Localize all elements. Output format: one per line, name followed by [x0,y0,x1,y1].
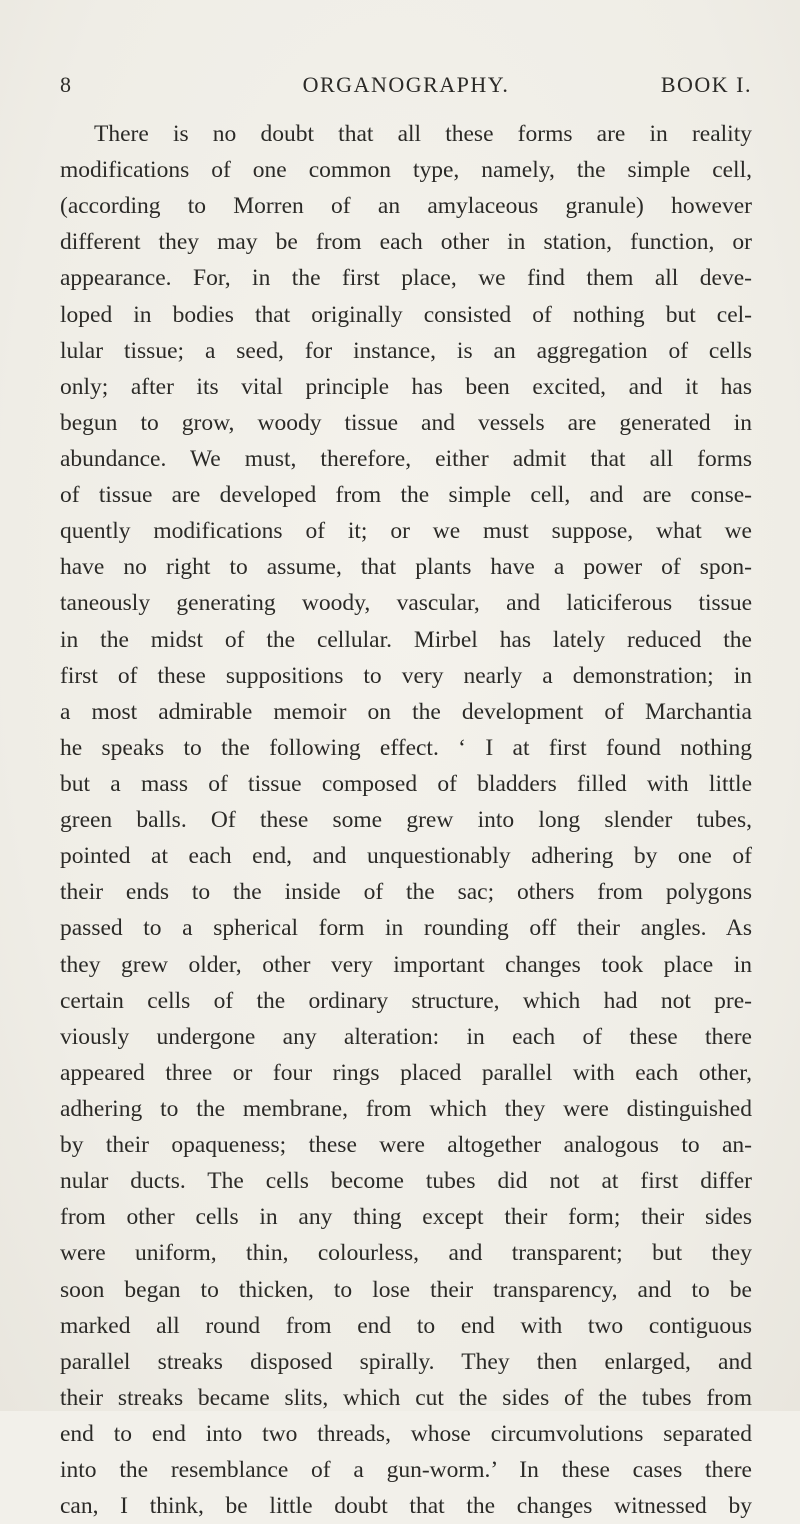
text-line: their streaks became slits, which cut the sides of the tubes from [60,1384,752,1411]
text-line: he speaks to the following effect. ‘ I at first found nothing [60,734,752,761]
text-line: adhering to the membrane, from which they were distinguished [60,1095,752,1122]
text-line: in the midst of the cellular. Mirbel has lately reduced the [60,626,752,653]
text-line: taneously generating woody, vascular, and laticiferous tissue [60,590,752,617]
text-line: from other cells in any thing except their form; their sides [60,1204,752,1231]
text-line: were uniform, thin, colourless, and transparent; but they [60,1240,752,1267]
text-line: can, I think, be little doubt that the changes witnessed by [60,1493,752,1520]
text-line: nular ducts. The cells become tubes did not at first differ [60,1168,752,1195]
text-line: soon began to thicken, to lose their transparency, and to be [60,1276,752,1303]
text-line: passed to a spherical form in rounding off their angles. As [60,915,752,942]
text-line: pointed at each end, and unquestionably adhering by one of [60,843,752,870]
text-line: have no right to assume, that plants have a power of spon- [60,554,752,581]
text-line: quently modifications of it; or we must suppose, what we [60,518,752,545]
text-line: marked all round from end to end with two contiguous [60,1312,752,1339]
text-line: by their opaqueness; these were altogether analogous to an- [60,1132,752,1159]
text-line: (according to Morren of an amylaceous granule) however [60,193,752,220]
book-label: BOOK I. [660,72,752,97]
body-text [60,116,752,1524]
text-line: lular tissue; a seed, for instance, is an aggregation of cells [60,337,752,364]
text-line: appearance. For, in the first place, we find them all deve- [60,265,752,292]
text-line: begun to grow, woody tissue and vessels are generated in [60,409,752,436]
text-line: abundance. We must, therefore, either admit that all forms [60,445,752,472]
text-line: certain cells of the ordinary structure, which had not pre- [60,987,752,1014]
text-line: green balls. Of these some grew into long slender tubes, [60,807,752,834]
text-line: viously undergone any alteration: in each of these there [60,1023,752,1050]
text-line: they grew older, other very important changes took place in [60,951,752,978]
text-line: loped in bodies that originally consisted of nothing but cel- [60,301,752,328]
text-line: There is no doubt that all these forms are in reality [94,121,752,147]
page-number: 8 [60,72,73,97]
running-header [60,72,752,108]
text-line: first of these suppositions to very nearly a demonstration; in [60,662,752,689]
text-line: parallel streaks disposed spirally. They then enlarged, and [60,1348,752,1375]
text-line: only; after its vital principle has been excited, and it has [60,373,752,400]
text-line: a most admirable memoir on the development of Marchantia [60,698,752,725]
text-line: of tissue are developed from the simple cell, and are conse- [60,482,752,509]
text-line: their ends to the inside of the sac; others from polygons [60,879,752,906]
text-line: different they may be from each other in station, function, or [60,229,752,256]
running-title: ORGANOGRAPHY. [302,72,510,97]
text-line: but a mass of tissue composed of bladders filled with little [60,770,752,797]
text-line: end to end into two threads, whose circumvolutions separated [60,1420,752,1447]
text-line: into the resemblance of a gun-worm.’ In these cases there [60,1457,752,1484]
text-line: modifications of one common type, namely, the simple cell, [60,157,752,184]
text-line: appeared three or four rings placed parallel with each other, [60,1059,752,1086]
